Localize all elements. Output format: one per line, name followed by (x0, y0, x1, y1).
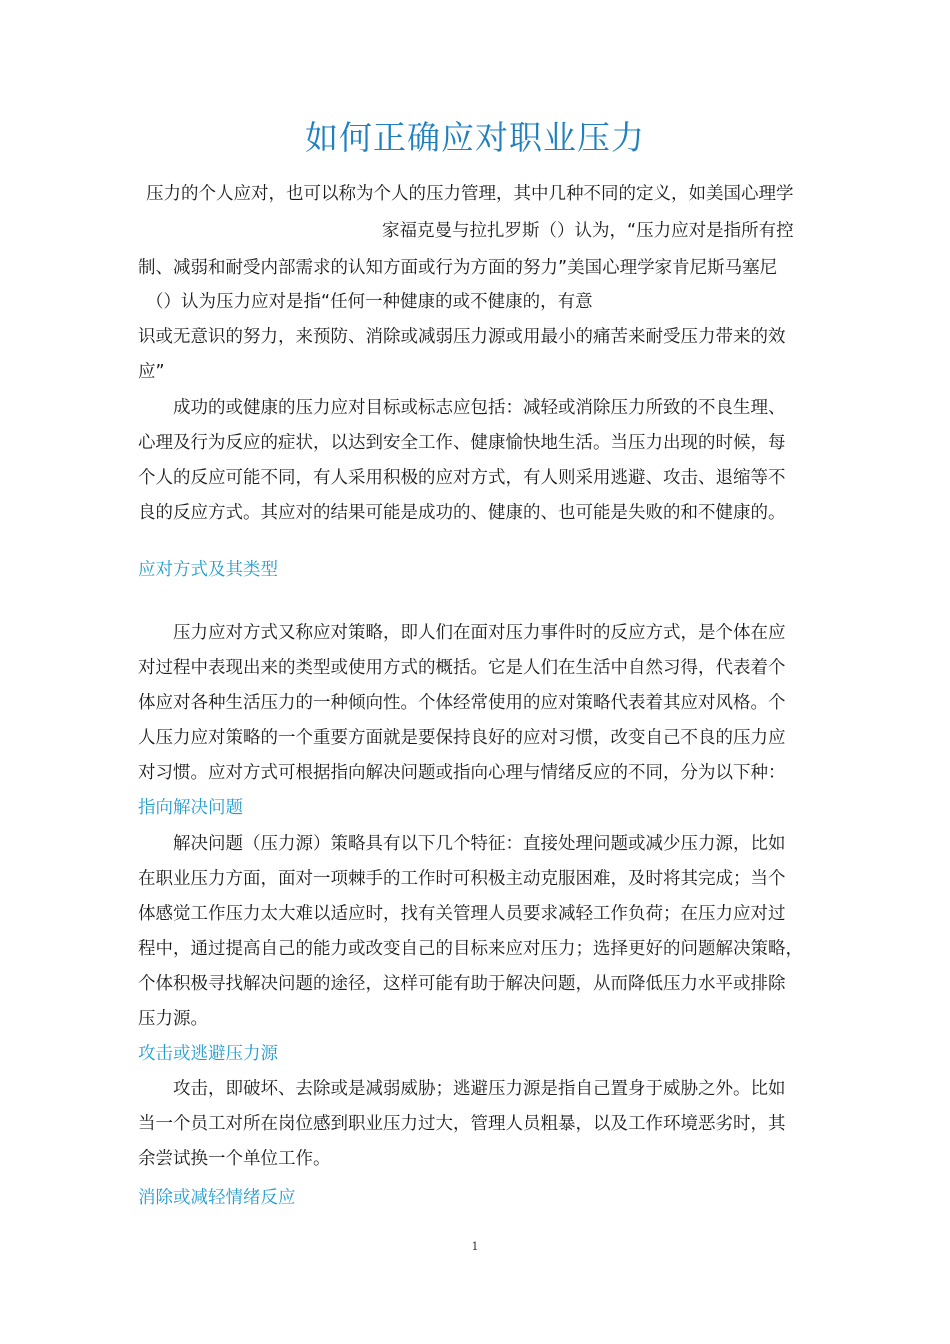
text-line: 在职业压力方面，面对一项棘手的工作时可积极主动克服困难，及时将其完成；当个 (138, 869, 786, 889)
text-line: 良的反应方式。其应对的结果可能是成功的、健康的、也可能是失败的和不健康的。 (138, 503, 786, 523)
text-line: 压力应对方式又称应对策略，即人们在面对压力事件时的反应方式，是个体在应 (173, 623, 786, 643)
text-line: 个人的反应可能不同，有人采用积极的应对方式，有人则采用逃避、攻击、退缩等不 (138, 468, 786, 488)
text-line: 余尝试换一个单位工作。 (138, 1149, 331, 1169)
text-line: 程中，通过提高自己的能力或改变自己的目标来应对压力；选择更好的问题解决策略， (138, 939, 803, 959)
text-line: 家福克曼与拉扎罗斯（）认为，“压力应对是指所有控 (382, 221, 794, 241)
text-line: （）认为压力应对是指“任何一种健康的或不健康的，有意 (146, 292, 593, 312)
text-line: 个体积极寻找解决问题的途径，这样可能有助于解决问题，从而降低压力水平或排除 (138, 974, 786, 994)
section-heading: 消除或减轻情绪反应 (138, 1188, 296, 1208)
section-heading: 指向解决问题 (138, 798, 243, 818)
text-line: 压力的个人应对，也可以称为个人的压力管理，其中几种不同的定义，如美国心理学 (146, 184, 794, 204)
document-title: 如何正确应对职业压力 (305, 118, 645, 157)
text-line: 对习惯。应对方式可根据指向解决问题或指向心理与情绪反应的不同，分为以下种： (138, 763, 786, 783)
text-line: 压力源。 (138, 1009, 208, 1029)
section-heading: 应对方式及其类型 (138, 560, 278, 580)
text-line: 成功的或健康的压力应对目标或标志应包括：减轻或消除压力所致的不良生理、 (173, 398, 786, 418)
text-line: 攻击，即破坏、去除或是减弱威胁；逃避压力源是指自己置身于威胁之外。比如 (173, 1079, 786, 1099)
text-line: 识或无意识的努力，来预防、消除或减弱压力源或用最小的痛苦来耐受压力带来的效 (138, 327, 786, 347)
text-line: 人压力应对策略的一个重要方面就是要保持良好的应对习惯，改变自己不良的压力应 (138, 728, 786, 748)
section-heading: 攻击或逃避压力源 (138, 1044, 278, 1064)
text-line: 对过程中表现出来的类型或使用方式的概括。它是人们在生活中自然习得，代表着个 (138, 658, 786, 678)
text-line: 心理及行为反应的症状，以达到安全工作、健康愉快地生活。当压力出现的时候，每 (138, 433, 786, 453)
text-line: 解决问题（压力源）策略具有以下几个特征：直接处理问题或减少压力源，比如 (173, 834, 786, 854)
text-line: 制、减弱和耐受内部需求的认知方面或行为方面的努力”美国心理学家肯尼斯马塞尼 (138, 258, 778, 278)
text-line: 应” (138, 362, 165, 382)
text-line: 当一个员工对所在岗位感到职业压力过大，管理人员粗暴，以及工作环境恶劣时，其 (138, 1114, 786, 1134)
text-line: 体应对各种生活压力的一种倾向性。个体经常使用的应对策略代表着其应对风格。个 (138, 693, 786, 713)
text-line: 体感觉工作压力太大难以适应时，找有关管理人员要求减轻工作负荷；在压力应对过 (138, 904, 786, 924)
page-number: 1 (471, 1240, 479, 1253)
